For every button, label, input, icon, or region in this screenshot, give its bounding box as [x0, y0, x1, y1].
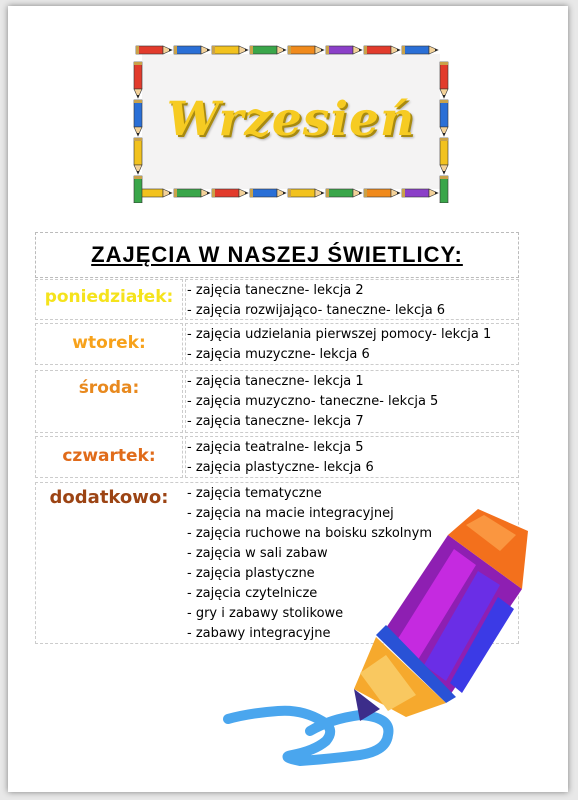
- activity-list: [187, 438, 374, 478]
- activity-item: - zabawy integracyjne: [187, 626, 331, 641]
- activity-list: [187, 325, 491, 365]
- banner-title: Wrzesień: [166, 92, 416, 147]
- activity-item: - zajęcia czytelnicze: [187, 586, 318, 601]
- activity-item: - zajęcia plastyczne- lekcja 6: [187, 460, 374, 475]
- activity-item: - zajęcia na macie integracyjnej: [187, 506, 394, 521]
- activity-list: [187, 281, 445, 321]
- activity-item: - gry i zabawy stolikowe: [187, 606, 344, 621]
- month-banner: [128, 40, 454, 203]
- day-label: poniedziałek:: [44, 287, 174, 307]
- activity-item: - zajęcia taneczne- lekcja 2: [187, 283, 364, 298]
- activity-item: - zajęcia ruchowe na boisku szkolnym: [187, 526, 433, 541]
- schedule-row-monday: [35, 279, 519, 320]
- day-label: dodatkowo:: [49, 487, 169, 508]
- activity-item: - zajęcia taneczne- lekcja 7: [187, 414, 364, 429]
- schedule-row-wednesday: [35, 370, 519, 433]
- day-label: wtorek:: [72, 333, 146, 353]
- day-label: czwartek:: [62, 446, 156, 466]
- colorful-pencil-icon: [210, 505, 540, 770]
- activity-list: [187, 372, 438, 432]
- schedule-row-thursday: [35, 436, 519, 478]
- activity-item: - zajęcia rozwijająco- taneczne- lekcja 6: [187, 303, 446, 318]
- activity-item: - zajęcia muzyczne- lekcja 6: [187, 347, 370, 362]
- activity-item: - zajęcia tematyczne: [187, 486, 322, 501]
- activity-item: - zajęcia teatralne- lekcja 5: [187, 440, 364, 455]
- activity-item: - zajęcia taneczne- lekcja 1: [187, 374, 364, 389]
- schedule-row-tuesday: [35, 323, 519, 365]
- activity-item: - zajęcia muzyczno- taneczne- lekcja 5: [187, 394, 439, 409]
- schedule-heading: ZAJĘCIA W NASZEJ ŚWIETLICY:: [35, 232, 519, 278]
- activity-item: - zajęcia udzielania pierwszej pomocy- lekcja 1: [187, 327, 492, 342]
- day-label: środa:: [78, 378, 140, 398]
- activity-item: - zajęcia w sali zabaw: [187, 546, 328, 561]
- activity-item: - zajęcia plastyczne: [187, 566, 315, 581]
